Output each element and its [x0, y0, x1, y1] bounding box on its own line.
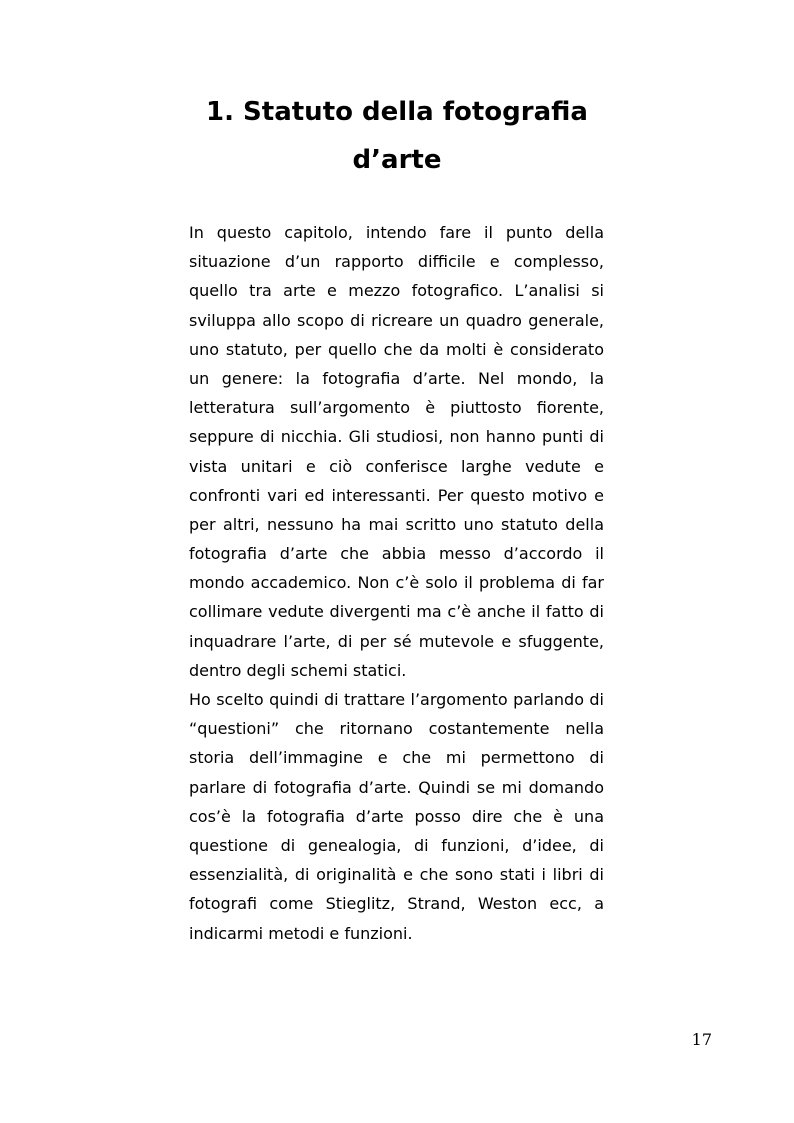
text-line: Ho scelto quindi di trattare l’argomento parlando di: [189, 690, 604, 709]
text-line: mondo accademico. Non c’è solo il problema di far: [189, 573, 604, 593]
chapter-title: [150, 88, 644, 184]
page-number: 17: [691, 1030, 712, 1049]
paragraph-intro: [189, 218, 604, 685]
text-line: questione di genealogia, di funzioni, d’idee, di: [189, 835, 604, 855]
text-line: quello tra arte e mezzo fotografico. L’analisi si: [189, 281, 604, 301]
text-line: indicarmi metodi e funzioni.: [189, 923, 413, 943]
chapter-title-line-1: 1. Statuto della fotografia: [206, 97, 588, 127]
text-line: essenzialità, di originalità e che sono stati i libri di: [189, 865, 604, 885]
text-line: seppure di nicchia. Gli studiosi, non hanno punti di: [189, 427, 604, 447]
text-line: storia dell’immagine e che mi permettono di: [189, 748, 604, 768]
text-line: sviluppa allo scopo di ricreare un quadro generale,: [189, 310, 604, 330]
text-line: parlare di fotografia d’arte. Quindi se mi domando: [189, 777, 604, 797]
text-line: fotografia d’arte che abbia messo d’accordo il: [189, 544, 604, 564]
text-line: dentro degli schemi statici.: [189, 660, 407, 680]
text-line: situazione d’un rapporto difficile e complesso,: [189, 252, 604, 272]
text-line: per altri, nessuno ha mai scritto uno statuto della: [189, 514, 604, 534]
text-line: fotografi come Stieglitz, Strand, Weston ecc, a: [189, 894, 604, 914]
text-line: uno statuto, per quello che da molti è considerato: [189, 339, 604, 359]
text-line: “questioni” che ritornano costantemente nella: [189, 719, 604, 739]
text-line: inquadrare l’arte, di per sé mutevole e sfuggente,: [189, 631, 604, 651]
text-line: vista unitari e ciò conferisce larghe vedute e: [189, 456, 604, 476]
chapter-title-line-2: d’arte: [352, 145, 442, 175]
body-text: [189, 218, 604, 948]
paragraph-questions: [189, 685, 604, 948]
text-line: In questo capitolo, intendo fare il punto della: [189, 223, 604, 242]
text-line: confronti vari ed interessanti. Per questo motivo e: [189, 485, 604, 505]
text-line: letteratura sull’argomento è piuttosto fiorente,: [189, 398, 604, 418]
text-line: un genere: la fotografia d’arte. Nel mondo, la: [189, 368, 604, 388]
text-line: cos’è la fotografia d’arte posso dire che è una: [189, 806, 604, 826]
text-line: collimare vedute divergenti ma c’è anche il fatto di: [189, 602, 604, 622]
